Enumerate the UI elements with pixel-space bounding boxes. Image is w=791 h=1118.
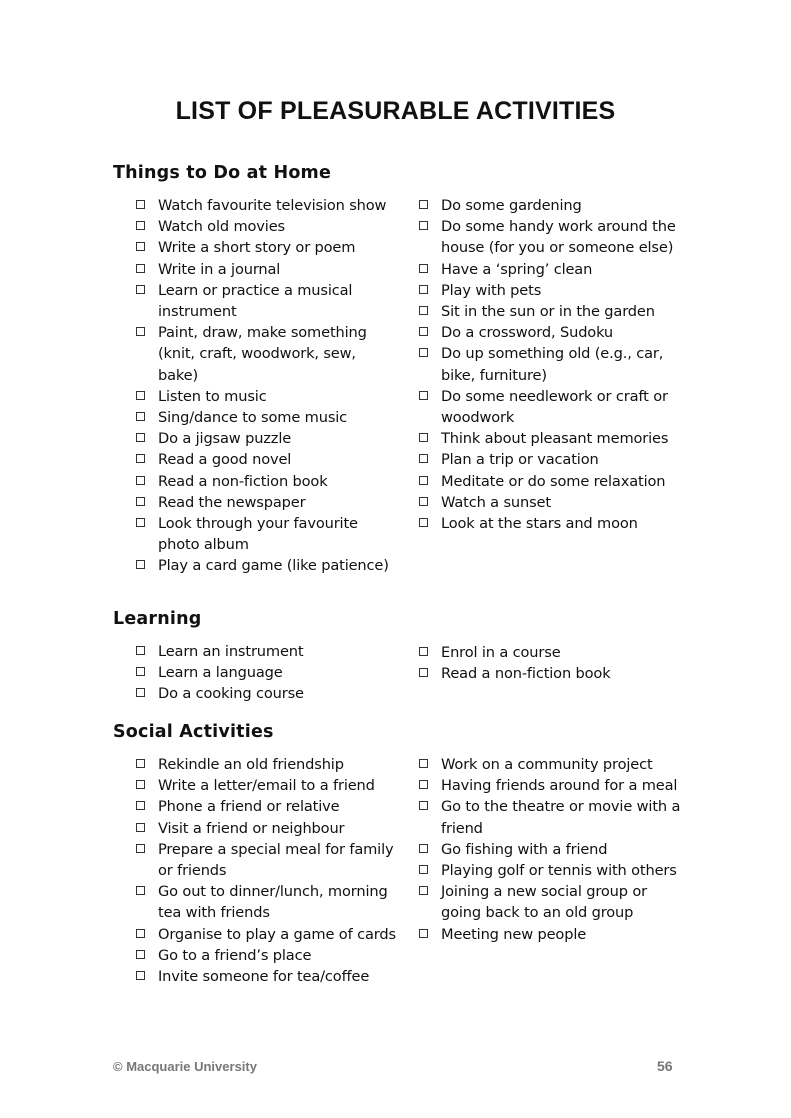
checkbox[interactable] <box>419 327 428 336</box>
checkbox[interactable] <box>419 433 428 442</box>
checklist-item-label: Listen to music <box>158 387 267 405</box>
checkbox[interactable] <box>136 950 145 959</box>
checklist-item <box>136 796 398 817</box>
checklist-item <box>136 924 398 945</box>
checklist-item-label: Read a good novel <box>158 451 292 469</box>
checklist-item <box>136 237 398 258</box>
checklist-item <box>136 492 398 513</box>
checklist-item <box>136 881 398 923</box>
checklist-item <box>419 513 681 534</box>
checklist-item <box>419 280 681 301</box>
home-left-list <box>136 195 398 577</box>
checkbox[interactable] <box>136 221 145 230</box>
checklist-item-label: Do a jigsaw puzzle <box>158 430 292 448</box>
checkbox[interactable] <box>136 412 145 421</box>
checklist-item <box>419 386 681 428</box>
checklist-item <box>136 513 398 555</box>
checklist-item <box>419 301 681 322</box>
checklist-item-label: Visit a friend or neighbour <box>158 819 345 837</box>
checklist-item <box>419 642 681 663</box>
checkbox[interactable] <box>419 801 428 810</box>
checkbox[interactable] <box>136 560 145 569</box>
checkbox[interactable] <box>419 264 428 273</box>
checklist-item-label: Learn a language <box>158 664 283 682</box>
checkbox[interactable] <box>136 971 145 980</box>
checkbox[interactable] <box>419 348 428 357</box>
checkbox[interactable] <box>419 200 428 209</box>
checklist-item-label: Have a ‘spring’ clean <box>441 260 593 278</box>
checklist-item <box>136 754 398 775</box>
checklist-item-label: Sit in the sun or in the garden <box>441 303 655 321</box>
checklist-item <box>419 322 681 343</box>
checklist-item-label: Do a cooking course <box>158 685 304 703</box>
checklist-item <box>136 966 398 987</box>
checkbox[interactable] <box>136 759 145 768</box>
checklist-item-label: Plan a trip or vacation <box>441 451 599 469</box>
checkbox[interactable] <box>136 929 145 938</box>
checklist-item <box>136 945 398 966</box>
checkbox[interactable] <box>136 242 145 251</box>
checklist-item-label: Read a non-fiction book <box>158 472 328 490</box>
checkbox[interactable] <box>419 497 428 506</box>
checkbox[interactable] <box>419 454 428 463</box>
checklist-item-label: Play with pets <box>441 281 542 299</box>
checklist-item-label: Joining a new social group or going back to an old group <box>441 883 647 922</box>
section-heading-home: Things to Do at Home <box>113 163 332 183</box>
checklist-item <box>419 449 681 470</box>
checklist-item-label: Go out to dinner/lunch, morning tea with friends <box>158 883 388 922</box>
checklist-item-label: Do some gardening <box>441 197 582 214</box>
checklist-item-label: Sing/dance to some music <box>158 409 348 427</box>
checklist-item <box>419 775 681 796</box>
checkbox[interactable] <box>419 668 428 677</box>
checkbox[interactable] <box>419 759 428 768</box>
checkbox[interactable] <box>136 327 145 336</box>
checklist-item-label: Enrol in a course <box>441 644 561 661</box>
checkbox[interactable] <box>136 646 145 655</box>
checkbox[interactable] <box>136 264 145 273</box>
checklist-item-label: Phone a friend or relative <box>158 798 340 816</box>
checklist-item-label: Having friends around for a meal <box>441 777 678 795</box>
checklist-item <box>136 216 398 237</box>
checklist-item <box>419 471 681 492</box>
checkbox[interactable] <box>419 285 428 294</box>
checklist-item <box>419 924 681 945</box>
checklist-item-label: Invite someone for tea/coffee <box>158 968 370 986</box>
checklist-item <box>419 195 681 216</box>
checkbox[interactable] <box>419 647 428 656</box>
checklist-item <box>136 839 398 881</box>
social-left-list <box>136 754 398 987</box>
page-title: LIST OF PLEASURABLE ACTIVITIES <box>175 97 616 125</box>
checkbox[interactable] <box>136 497 145 506</box>
checkbox[interactable] <box>136 285 145 294</box>
checklist-item-label: Go to the theatre or movie with a friend <box>441 798 681 837</box>
checklist-item <box>136 555 398 576</box>
checklist-item <box>136 280 398 322</box>
checkbox[interactable] <box>419 886 428 895</box>
checklist-item-label: Watch favourite television show <box>158 197 387 214</box>
checklist-item <box>136 259 398 280</box>
checklist-item <box>419 839 681 860</box>
checklist-item <box>136 683 398 704</box>
section-heading-learning: Learning <box>113 609 202 629</box>
checklist-item-label: Watch a sunset <box>441 493 551 511</box>
checkbox[interactable] <box>419 844 428 853</box>
checkbox[interactable] <box>136 667 145 676</box>
checkbox[interactable] <box>136 823 145 832</box>
checkbox[interactable] <box>136 454 145 463</box>
copyright-footer: © Macquarie University <box>113 1059 257 1074</box>
checklist-item <box>419 796 681 838</box>
checklist-item <box>419 492 681 513</box>
checklist-item-label: Go fishing with a friend <box>441 840 608 858</box>
section-heading-social: Social Activities <box>113 722 274 742</box>
checklist-item-label: Write a letter/email to a friend <box>158 777 375 795</box>
checklist-item <box>419 881 681 923</box>
checklist-item <box>136 407 398 428</box>
checklist-item-label: Write a short story or poem <box>158 239 356 257</box>
checkbox[interactable] <box>136 886 145 895</box>
checkbox[interactable] <box>419 306 428 315</box>
checklist-item-label: Do some needlework or craft or woodwork <box>441 387 668 427</box>
checklist-item-label: Read the newspaper <box>158 493 306 511</box>
checkbox[interactable] <box>136 780 145 789</box>
checklist-item-label: Rekindle an old friendship <box>158 756 344 773</box>
checklist-item <box>419 343 681 385</box>
checklist-item-label: Learn or practice a musical instrument <box>158 281 353 321</box>
checklist-item <box>419 259 681 280</box>
checklist-item <box>419 754 681 775</box>
home-right-list <box>419 195 681 534</box>
checklist-item <box>136 449 398 470</box>
checklist-item-label: Watch old movies <box>158 218 285 236</box>
checklist-item-label: Look at the stars and moon <box>441 515 638 533</box>
checklist-item <box>419 663 681 684</box>
learning-left-list <box>136 641 398 705</box>
checklist-item-label: Read a non-fiction book <box>441 665 611 683</box>
checklist-item <box>136 195 398 216</box>
checkbox[interactable] <box>136 200 145 209</box>
checklist-item <box>136 818 398 839</box>
checkbox[interactable] <box>419 929 428 938</box>
checkbox[interactable] <box>419 221 428 230</box>
checklist-item <box>419 428 681 449</box>
checklist-item-label: Prepare a special meal for family or friends <box>158 840 394 880</box>
checkbox[interactable] <box>419 391 428 400</box>
checklist-item-label: Learn an instrument <box>158 643 304 660</box>
checklist-item-label: Paint, draw, make something (knit, craft, woodwork, sew, bake) <box>158 324 367 384</box>
checkbox[interactable] <box>419 865 428 874</box>
checklist-item-label: Meditate or do some relaxation <box>441 472 666 490</box>
checklist-item-label: Go to a friend’s place <box>158 946 312 964</box>
checklist-item <box>136 641 398 662</box>
checkbox[interactable] <box>136 391 145 400</box>
checklist-item-label: Do some handy work around the house (for you or someone else) <box>441 218 676 257</box>
checklist-item-label: Organise to play a game of cards <box>158 925 396 943</box>
checklist-item-label: Meeting new people <box>441 925 587 943</box>
checkbox[interactable] <box>136 844 145 853</box>
checklist-item <box>136 322 398 386</box>
checklist-item-label: Do a crossword, Sudoku <box>441 324 614 342</box>
checklist-item <box>136 662 398 683</box>
checkbox[interactable] <box>419 780 428 789</box>
checkbox[interactable] <box>136 688 145 697</box>
checklist-item <box>136 775 398 796</box>
checklist-item <box>136 386 398 407</box>
checkbox[interactable] <box>136 476 145 485</box>
checklist-item-label: Think about pleasant memories <box>441 430 669 448</box>
checkbox[interactable] <box>419 518 428 527</box>
checklist-item-label: Look through your favourite photo album <box>158 515 358 554</box>
checkbox[interactable] <box>136 801 145 810</box>
checklist-item <box>136 428 398 449</box>
checkbox[interactable] <box>136 433 145 442</box>
checklist-item-label: Work on a community project <box>441 756 653 773</box>
checklist-item-label: Play a card game (like patience) <box>158 557 389 575</box>
page-number: 56 <box>657 1058 673 1074</box>
checklist-item-label: Write in a journal <box>158 260 281 278</box>
checklist-item <box>136 471 398 492</box>
checklist-item-label: Do up something old (e.g., car, bike, furniture) <box>441 345 664 384</box>
checklist-item-label: Playing golf or tennis with others <box>441 862 677 880</box>
checkbox[interactable] <box>419 476 428 485</box>
checklist-item <box>419 216 681 258</box>
checkbox[interactable] <box>136 518 145 527</box>
learning-right-list <box>419 642 681 684</box>
checklist-item <box>419 860 681 881</box>
social-right-list <box>419 754 681 945</box>
